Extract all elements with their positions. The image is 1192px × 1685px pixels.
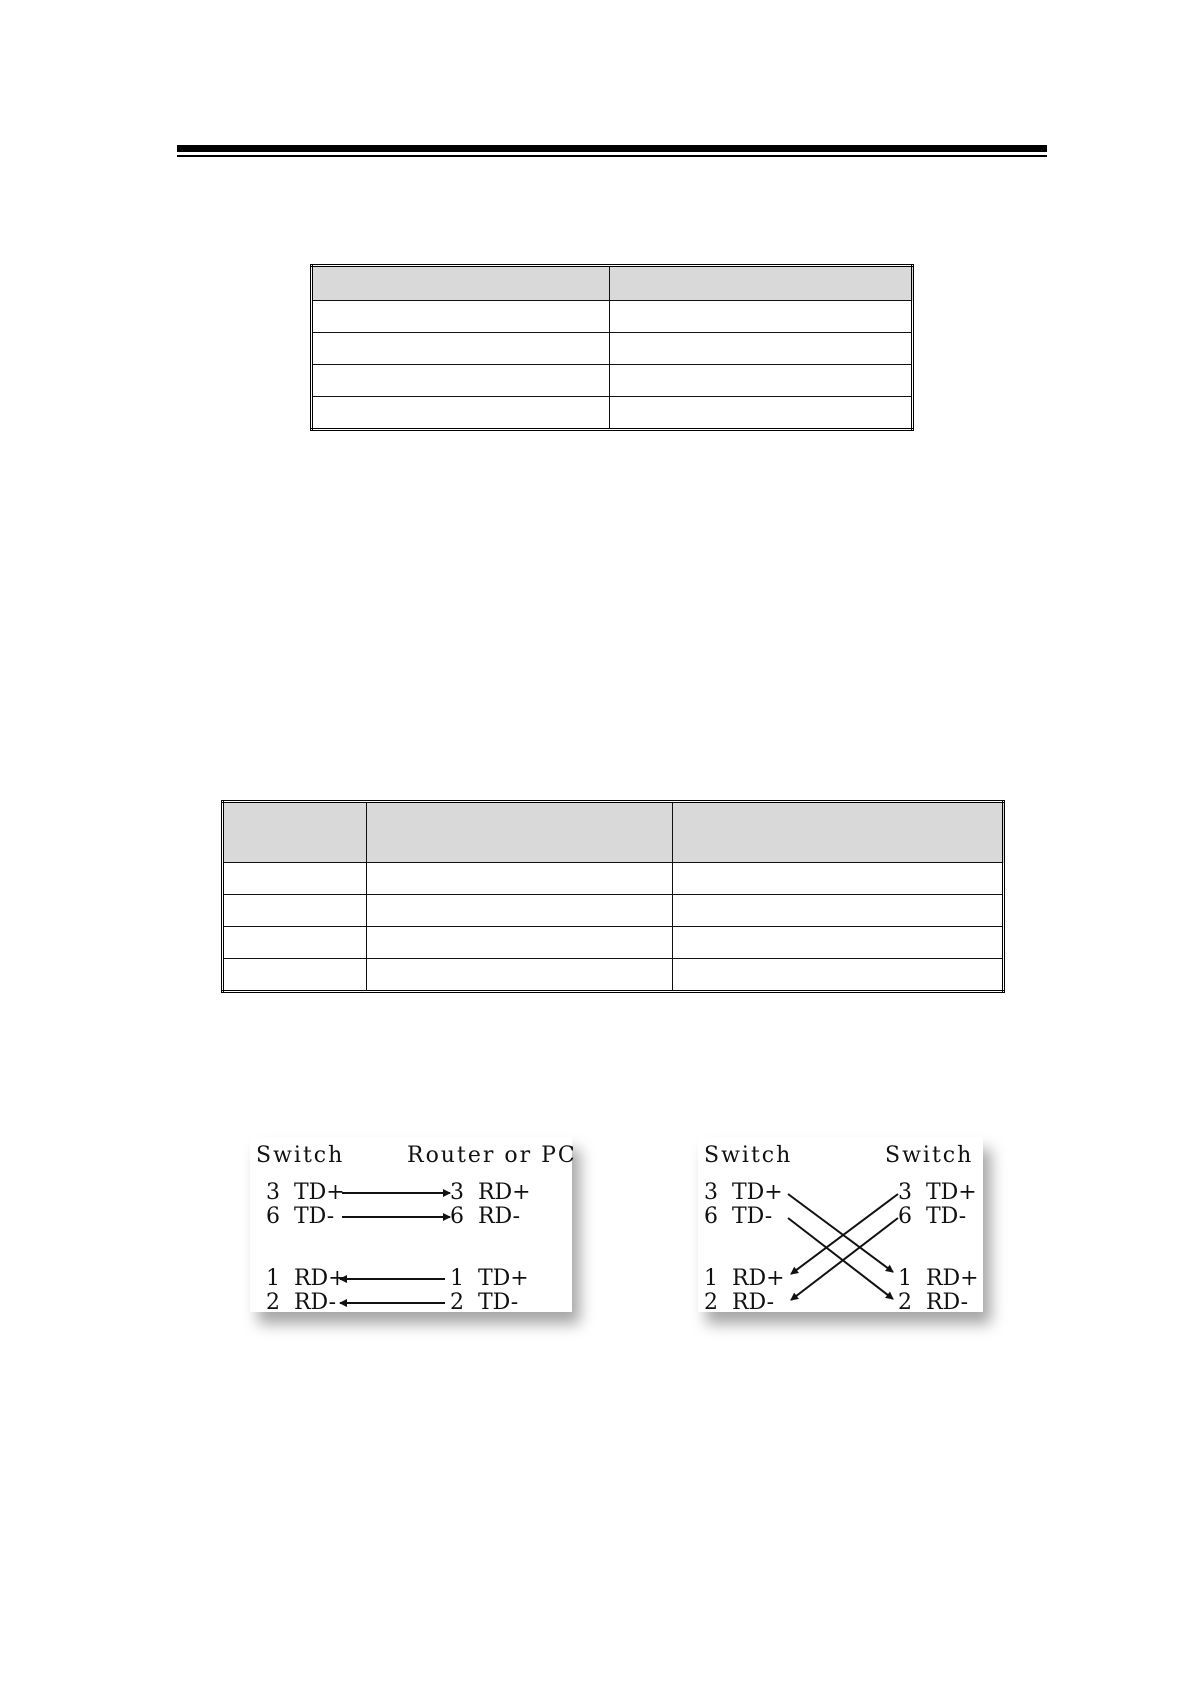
table-header-cell bbox=[312, 266, 610, 301]
table-cell bbox=[367, 959, 673, 992]
table-cell bbox=[367, 927, 673, 959]
table-header-cell bbox=[223, 802, 367, 863]
table-cell bbox=[673, 927, 1004, 959]
table-cell bbox=[223, 895, 367, 927]
table-cell bbox=[367, 863, 673, 895]
table-header-cell bbox=[673, 802, 1004, 863]
table-cell bbox=[673, 863, 1004, 895]
pin-label: 3 TD+ bbox=[704, 1180, 783, 1205]
table-cell bbox=[673, 959, 1004, 992]
straight-through-wiring-diagram bbox=[250, 1137, 577, 1315]
pin-label: 3 TD+ bbox=[266, 1180, 345, 1205]
table-row bbox=[312, 365, 913, 397]
pin-label: 3 RD+ bbox=[450, 1180, 531, 1205]
table-cell bbox=[223, 959, 367, 992]
table-1 bbox=[310, 264, 914, 431]
pin-label: 2 RD- bbox=[898, 1290, 969, 1315]
table-cell bbox=[367, 895, 673, 927]
table-header-row bbox=[312, 266, 913, 301]
top-rule-thin bbox=[177, 155, 1047, 157]
table-cell bbox=[673, 895, 1004, 927]
table-header-row bbox=[223, 802, 1004, 863]
pin-label: 6 TD- bbox=[704, 1204, 773, 1229]
table-row bbox=[223, 895, 1004, 927]
diagram-left-header: Switch bbox=[704, 1143, 793, 1168]
pin-label: 2 TD- bbox=[450, 1290, 519, 1315]
table-row bbox=[223, 959, 1004, 992]
table-header-cell bbox=[610, 266, 913, 301]
diagram-left-header: Switch bbox=[256, 1143, 345, 1168]
table-cell bbox=[610, 397, 913, 430]
pin-label: 6 RD- bbox=[450, 1204, 521, 1229]
pin-label: 1 RD+ bbox=[898, 1266, 979, 1291]
pin-label: 1 TD+ bbox=[450, 1266, 529, 1291]
table-2 bbox=[221, 800, 1005, 993]
table-cell bbox=[610, 365, 913, 397]
table-cell bbox=[223, 927, 367, 959]
table-row bbox=[312, 301, 913, 333]
table-row bbox=[312, 333, 913, 365]
table-cell bbox=[223, 863, 367, 895]
table-cell bbox=[610, 333, 913, 365]
wire-left-td-minus-to-right-rd-minus bbox=[788, 1218, 893, 1299]
top-rule-thick bbox=[177, 145, 1047, 152]
pin-label: 2 RD- bbox=[704, 1290, 775, 1315]
crossover-wiring-diagram bbox=[698, 1137, 983, 1315]
diagram-right-header: Router or PC bbox=[407, 1143, 577, 1168]
wire-right-td-minus-to-left-rd-minus bbox=[791, 1218, 898, 1300]
pin-label: 6 TD- bbox=[266, 1204, 335, 1229]
table-row bbox=[312, 397, 913, 430]
pin-label: 3 TD+ bbox=[898, 1180, 977, 1205]
table-cell bbox=[312, 333, 610, 365]
pin-label: 2 RD- bbox=[266, 1290, 337, 1315]
pin-label: 1 RD+ bbox=[704, 1266, 785, 1291]
pin-label: 1 RD+ bbox=[266, 1266, 347, 1291]
table-cell bbox=[312, 397, 610, 430]
table-header-cell bbox=[367, 802, 673, 863]
diagram-right-header: Switch bbox=[885, 1143, 974, 1168]
table-row bbox=[223, 863, 1004, 895]
table-cell bbox=[610, 301, 913, 333]
table-cell bbox=[312, 301, 610, 333]
pin-label: 6 TD- bbox=[898, 1204, 967, 1229]
table-cell bbox=[312, 365, 610, 397]
table-row bbox=[223, 927, 1004, 959]
